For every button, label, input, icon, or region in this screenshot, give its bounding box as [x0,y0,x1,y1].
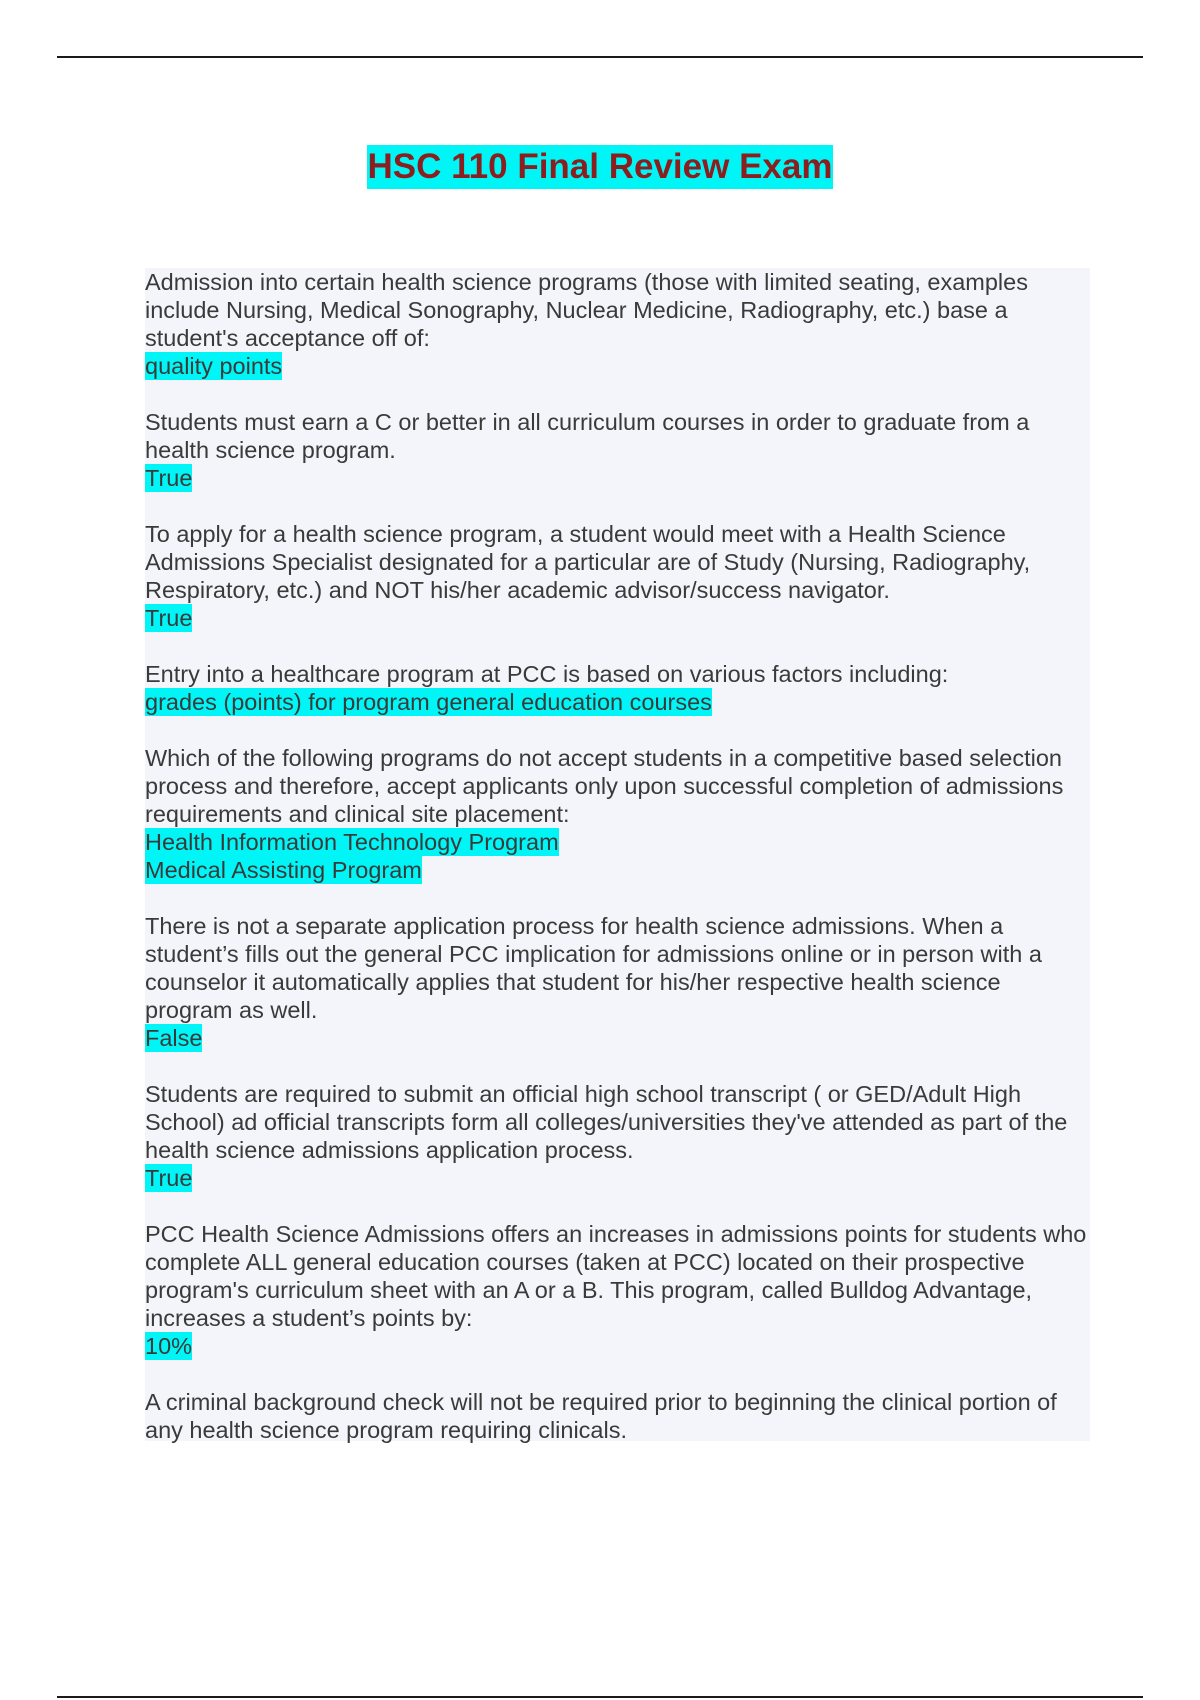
question-text: Admission into certain health science programs (those with limited seating, examples include Nursing, Medical Sonography, Nuclear Medicine, Radiography, etc.) base a student's acceptance off of: [145,269,1028,351]
question-text: There is not a separate application process for health science admissions. When a student’s fills out the general PCC implication for admissions online or in person with a counselor it automatically applies that student for his/her respective health science program as well. [145,913,1042,1023]
question-text: To apply for a health science program, a student would meet with a Health Science Admissions Specialist designated for a particular are of Study (Nursing, Radiography, Respiratory, etc.) and NOT his/her academic advisor/success navigator. [145,521,1031,603]
top-rule [57,56,1143,58]
answer-list [145,1164,1090,1192]
answer-list [145,352,1090,380]
question-text: Students are required to submit an official high school transcript ( or GED/Adult High School) ad official transcripts form all colleges/universities they've attended as part of the health science admissions application process. [145,1081,1068,1163]
answer-highlight: 10% [145,1333,193,1359]
answer-highlight: True [145,1165,193,1191]
qa-item [145,660,1090,716]
answer-highlight: False [145,1025,203,1051]
answer-highlight: quality points [145,353,283,379]
qa-content [145,268,1090,1441]
document-title: HSC 110 Final Review Exam [367,145,834,189]
answer-highlight: True [145,605,193,631]
answer-list [145,1024,1090,1052]
qa-item [145,1388,1090,1444]
answer-list [145,828,1090,884]
qa-item [145,520,1090,632]
qa-item [145,912,1090,1052]
question-text: Students must earn a C or better in all curriculum courses in order to graduate from a health science program. [145,409,1030,463]
question-text: PCC Health Science Admissions offers an increases in admissions points for students who complete ALL general education courses (taken at PCC) located on their prospective program's curriculum sheet with an A or a B. This program, called Bulldog Advantage, increases a student’s points by: [145,1221,1087,1331]
answer-highlight: Health Information Technology Program [145,829,559,855]
spacer [145,1052,1090,1080]
answer-list [145,688,1090,716]
spacer [145,884,1090,912]
answer-list [145,604,1090,632]
question-text: Which of the following programs do not accept students in a competitive based selection process and therefore, accept applicants only upon successful completion of admissions requirements and clinical site placement: [145,745,1064,827]
spacer [145,492,1090,520]
qa-item [145,408,1090,492]
spacer [145,716,1090,744]
answer-list [145,1332,1090,1360]
question-text: Entry into a healthcare program at PCC is based on various factors including: [145,661,949,687]
qa-item [145,268,1090,380]
qa-item [145,1080,1090,1192]
spacer [145,1360,1090,1388]
answer-highlight: grades (points) for program general education courses [145,689,712,715]
answer-list [145,464,1090,492]
qa-item [145,744,1090,884]
answer-highlight: Medical Assisting Program [145,857,422,883]
title-container [0,145,1200,189]
qa-item [145,1220,1090,1360]
spacer [145,632,1090,660]
spacer [145,1192,1090,1220]
spacer [145,380,1090,408]
answer-highlight: True [145,465,193,491]
question-text: A criminal background check will not be required prior to beginning the clinical portion of any health science program requiring clinicals. [145,1389,1057,1443]
bottom-rule [57,1696,1143,1698]
